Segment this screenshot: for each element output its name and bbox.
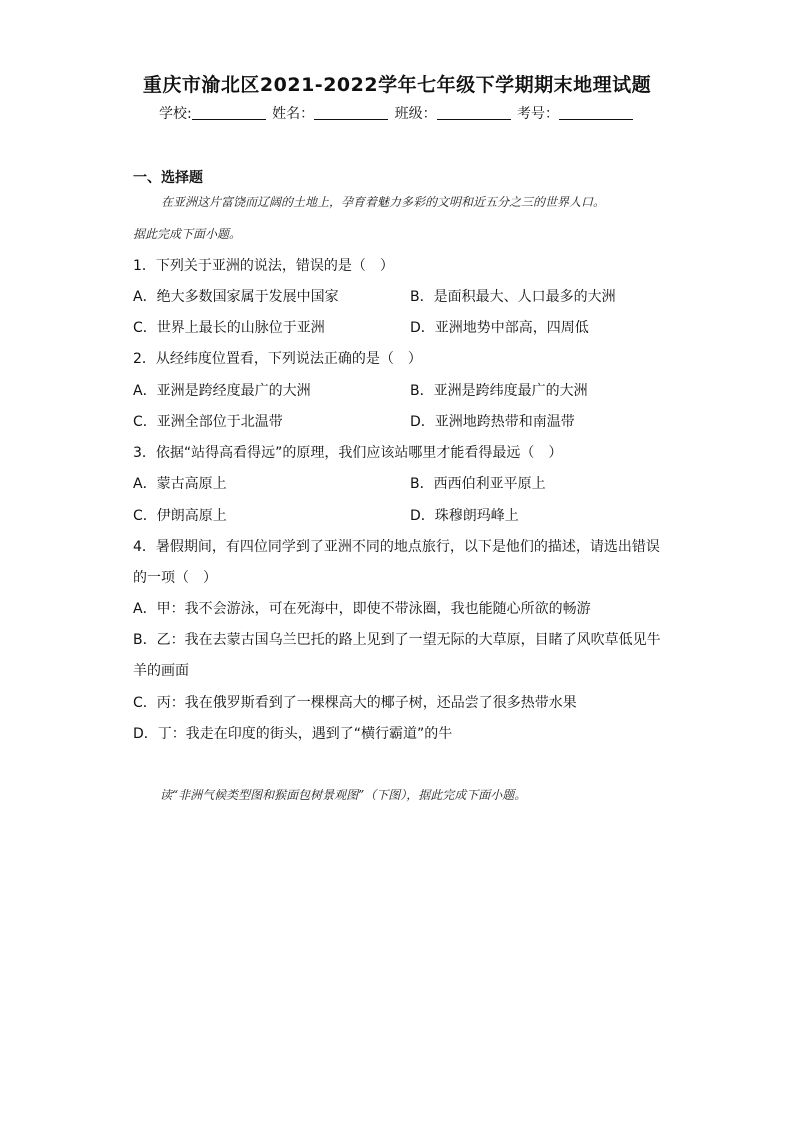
class-field[interactable] [437, 105, 511, 120]
question-3-option-a[interactable]: A．蒙古高原上 [133, 476, 227, 492]
question-1-stem: 1．下列关于亚洲的说法，错误的是（ ） [133, 258, 394, 274]
name-label: 姓名： [272, 106, 315, 122]
question-1-option-d[interactable]: D．亚洲地势中部高，四周低 [410, 320, 589, 336]
intro-line-1: 在亚洲这片富饶而辽阔的土地上，孕育着魅力多彩的文明和近五分之三的世界人口。 [161, 195, 606, 209]
intro-line-2: 据此完成下面小题。 [133, 227, 242, 241]
question-1-option-a[interactable]: A．绝大多数国家属于发展中国家 [133, 289, 339, 305]
question-4-option-b-line-1[interactable]: B．乙：我在去蒙古国乌兰巴托的路上见到了一望无际的大草原，目睹了风吹草低见牛 [133, 632, 661, 648]
exam-number-field[interactable] [559, 105, 633, 120]
class-label: 班级： [394, 106, 437, 122]
page-title: 重庆市渝北区2021-2022学年七年级下学期期末地理试题 [142, 74, 652, 96]
question-3-option-b[interactable]: B．西西伯利亚平原上 [410, 476, 546, 492]
question-2-stem: 2．从经纬度位置看，下列说法正确的是（ ） [133, 351, 422, 367]
exam-number-label: 考号： [517, 106, 560, 122]
question-3-stem: 3．依据“站得高看得远”的原理，我们应该站哪里才能看得最远（ ） [133, 445, 563, 461]
question-1-option-c[interactable]: C．世界上最长的山脉位于亚洲 [133, 320, 325, 336]
school-field[interactable] [192, 105, 266, 120]
question-1-option-b[interactable]: B．是面积最大、人口最多的大洲 [410, 289, 616, 305]
school-label: 学校: [158, 106, 192, 122]
question-2-option-d[interactable]: D．亚洲地跨热带和南温带 [410, 414, 575, 430]
name-field[interactable] [314, 105, 388, 120]
reading-instruction: 读“非洲气候类型图和猴面包树景观图”（下图），据此完成下面小题。 [160, 788, 527, 802]
question-4-option-c[interactable]: C．丙：我在俄罗斯看到了一棵棵高大的椰子树，还品尝了很多热带水果 [133, 695, 577, 711]
question-2-option-a[interactable]: A．亚洲是跨经度最广的大洲 [133, 383, 311, 399]
question-4-option-a[interactable]: A．甲：我不会游泳，可在死海中，即使不带泳圈，我也能随心所欲的畅游 [133, 601, 591, 617]
question-4-stem-line-1: 4．暑假期间，有四位同学到了亚洲不同的地点旅行，以下是他们的描述，请选出错误 [133, 539, 660, 555]
question-2-option-b[interactable]: B．亚洲是跨纬度最广的大洲 [410, 383, 588, 399]
student-info-row [0, 103, 794, 123]
section-heading: 一、选择题 [133, 170, 203, 186]
question-2-option-c[interactable]: C．亚洲全部位于北温带 [133, 414, 283, 430]
question-4-option-b-line-2[interactable]: 羊的画面 [133, 663, 189, 679]
question-4-option-d[interactable]: D．丁：我走在印度的街头，遇到了“横行霸道”的牛 [133, 726, 453, 742]
question-3-option-c[interactable]: C．伊朗高原上 [133, 508, 227, 524]
question-3-option-d[interactable]: D．珠穆朗玛峰上 [410, 508, 519, 524]
question-4-stem-line-2: 的一项（ ） [133, 570, 217, 586]
